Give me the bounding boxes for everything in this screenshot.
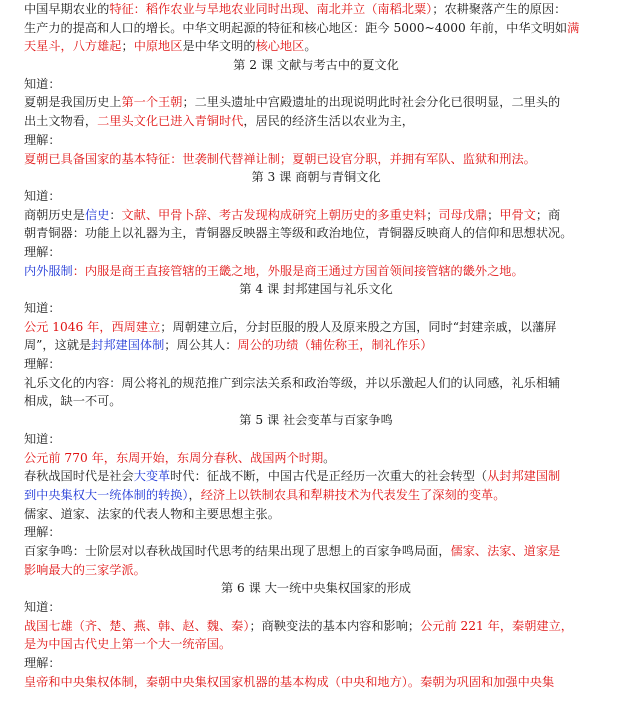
text-segment: 第 6 课 大一统中央集权国家的形成 [220,581,411,596]
text-line [24,617,628,636]
text-line [24,318,628,337]
text-segment: ；商 [535,207,561,222]
text-segment: 第 3 课 商朝与青铜文化 [251,170,381,185]
highlight-red: 从封邦建国制 [487,469,561,484]
text-segment: 。 [304,39,317,54]
text-segment: 是中华文明的 [182,39,256,54]
text-segment: 朝青铜器：功能上以礼器为主，青铜器反映器主等级和政治地位，青铜器反映商人的信仰和思想状况。 [24,226,573,241]
text-line [24,392,628,411]
text-line [24,75,628,94]
text-segment: 夏朝是我国历史上 [24,95,122,110]
text-segment: ；周朝建立后，分封臣服的殷人及原来殷之方国，同时“封建亲戚，以藩屏 [160,319,557,334]
text-segment: 商朝历史是 [24,207,85,222]
text-line [24,262,628,281]
text-line [24,449,628,468]
text-segment: ；二里头遗址中宫殿遗址的出现说明此时社会分化已很明显，二里头的 [182,95,561,110]
highlight-red: 核心地区 [255,39,305,54]
text-segment: ；商鞅变法的基本内容和影响； [249,618,421,633]
highlight-red: 文献、甲骨卜辞、考古发现构成研究上朝历史的多重史料 [121,207,427,222]
highlight-red: 满 [567,20,580,35]
highlight-red: 是为中国古代史上第一个大一统帝国。 [24,637,232,652]
text-segment: ： [109,207,122,222]
highlight-blue: 封邦建国体制 [91,338,165,353]
highlight-red: ：内服是商王直接管辖的王畿之地，外服是商王通过方国首领间接管辖的畿外之地。 [72,263,524,278]
text-line [24,150,628,169]
text-line [24,37,628,56]
text-line [24,486,628,505]
text-segment: 理解： [24,357,61,372]
lesson-heading [24,56,628,75]
text-segment: 。 [323,450,336,465]
text-segment: 周”，这就是 [24,338,92,353]
text-segment: ； [426,207,439,222]
text-segment: 出土文物看， [24,114,98,129]
text-segment: 礼乐文化的内容：周公将礼的规范推广到宗法关系和政治等级，并以乐激起人们的认同感，礼乐相辅 [24,375,561,390]
text-segment: ；农耕聚落产生的原因： [432,2,567,16]
text-line [24,336,628,355]
highlight-blue: 内外服制 [24,263,73,278]
highlight-red: 公元前 221 年，秦朝建立， [420,618,573,633]
text-segment: 第 5 课 社会变革与百家争鸣 [239,413,393,428]
highlight-red: 周公的功绩（辅佐称王，制礼作乐） [237,338,433,353]
text-segment: 知道： [24,600,61,614]
text-line [24,374,628,393]
text-segment: 知道： [24,431,61,446]
text-line [24,598,628,617]
highlight-red: 甲骨文 [499,207,536,222]
text-segment: 理解： [24,656,61,671]
text-segment: ； [487,207,500,222]
text-line [24,505,628,524]
text-line [24,19,628,38]
text-segment: 知道： [24,188,61,203]
text-segment: 时代：征战不断，中国古代是正经历一次重大的社会转型（ [170,469,488,484]
text-line [24,0,628,19]
text-segment: ；周公其人： [164,338,238,353]
highlight-red: 中原地区 [133,39,183,54]
text-segment: 理解： [24,132,61,147]
text-line [24,112,628,131]
text-line [24,206,628,225]
text-line [24,635,628,654]
text-line [24,430,628,449]
text-segment: 理解： [24,525,61,540]
text-line [24,673,628,692]
highlight-red: 公元 1046 年，西周建立 [24,319,161,334]
text-segment: 百家争鸣：士阶层对以春秋战国时代思考的结果出现了思想上的百家争鸣局面， [24,543,451,558]
highlight-blue: 到中央集权大一统体制的转换） [24,487,189,502]
text-segment: 春秋战国时代是社会 [24,469,134,484]
text-line [24,243,628,262]
highlight-red: 儒家、法家、道家是 [450,543,561,558]
text-line [24,355,628,374]
text-segment: ； [121,39,134,54]
text-segment: 第 2 课 文献与考古中的夏文化 [233,58,399,73]
text-line [24,467,628,486]
lesson-heading [24,280,628,299]
highlight-red: 影响最大的三家学派。 [24,562,146,577]
text-line [24,523,628,542]
text-segment: 知道： [24,301,61,315]
text-line [24,299,628,318]
text-line [24,542,628,561]
text-segment: ， [188,487,201,502]
text-line [24,654,628,673]
highlight-red: 司母戊鼎 [438,207,488,222]
text-segment: 相成，缺一不可。 [24,394,122,409]
lesson-heading [24,411,628,430]
highlight-red: 二里头文化已进入青铜时代 [97,114,244,129]
highlight-red: 皇帝和中央集权体制，秦朝中央集权国家机器的基本构成（中央和地方）。秦朝为巩固和加强中央集 [24,674,555,689]
highlight-blue: 大变革 [133,469,171,484]
lesson-heading [24,579,628,598]
highlight-red: 特征：稻作农业与旱地农业同时出现、南北并立（南稻北粟） [109,2,433,16]
text-segment: 理解： [24,244,61,259]
text-line [24,131,628,150]
text-segment: 知道： [24,76,61,91]
text-segment: 生产力的提高和人口的增长。中华文明起源的特征和核心地区：距今 5000~4000 年前，中华文明如 [24,20,568,35]
lesson-heading [24,168,628,187]
highlight-red: 公元前 770 年，东周开始，东周分春秋、战国两个时期 [24,450,324,465]
highlight-red: 战国七雄（齐、楚、燕、韩、赵、魏、秦） [24,618,250,633]
highlight-red: 经济上以铁制农具和犁耕技术为代表发生了深刻的变革。 [200,487,506,502]
highlight-red: 第一个王朝 [121,95,183,110]
text-segment: 第 4 课 封邦建国与礼乐文化 [239,282,393,297]
text-segment: ，居民的经济生活以农业为主， [243,114,414,129]
text-line [24,93,628,112]
text-segment: 儒家、道家、法家的代表人物和主要思想主张。 [24,506,280,521]
text-line [24,224,628,243]
highlight-red: 夏朝已具备国家的基本特征：世袭制代替禅让制；夏朝已设官分职，并拥有军队、监狱和刑法。 [24,151,536,166]
text-line [24,187,628,206]
text-segment: 中国早期农业的 [24,2,110,16]
text-line [24,561,628,580]
highlight-red: 天星斗，八方雄起 [24,39,122,54]
highlight-blue: 信史 [84,207,110,222]
